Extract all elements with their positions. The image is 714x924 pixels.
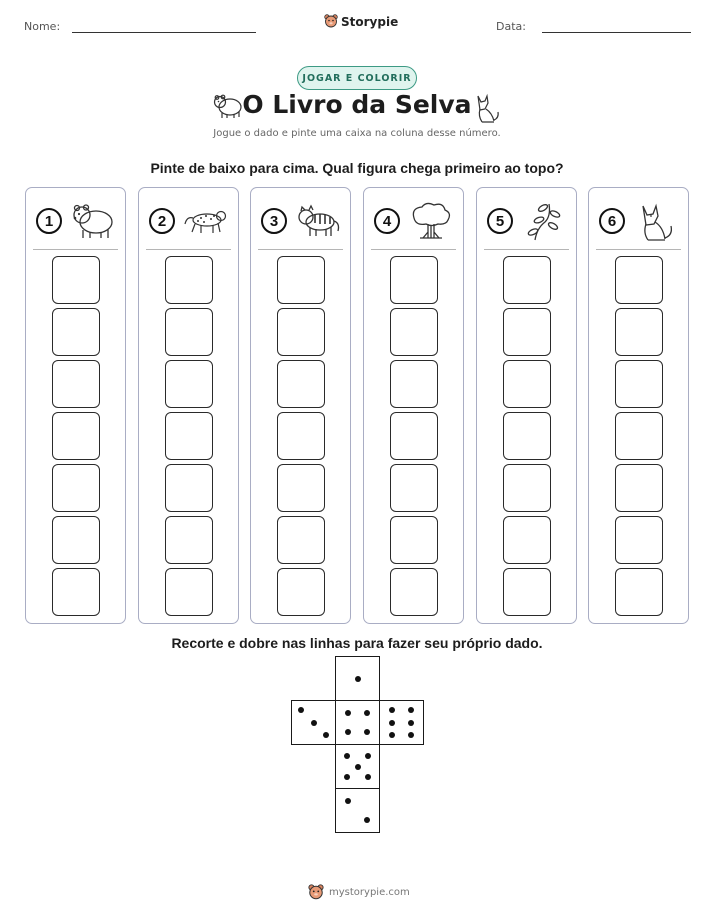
die-pip xyxy=(408,720,414,726)
color-box[interactable] xyxy=(615,516,663,564)
footer-url: mystorypie.com xyxy=(329,887,410,898)
color-box[interactable] xyxy=(615,256,663,304)
color-box[interactable] xyxy=(165,412,213,460)
die-pip xyxy=(365,774,371,780)
die-pip xyxy=(355,764,361,770)
wolf-icon xyxy=(470,92,500,124)
color-box[interactable] xyxy=(615,308,663,356)
die-face-4 xyxy=(335,700,380,745)
die-pip xyxy=(364,729,370,735)
die-pip xyxy=(364,710,370,716)
color-box[interactable] xyxy=(390,308,438,356)
die-face-1 xyxy=(335,656,380,701)
color-box[interactable] xyxy=(277,360,325,408)
column-number: 3 xyxy=(261,208,287,234)
die-pip xyxy=(408,707,414,713)
color-box[interactable] xyxy=(390,516,438,564)
vine-icon xyxy=(521,202,567,242)
die-pip xyxy=(389,707,395,713)
color-box[interactable] xyxy=(165,308,213,356)
die-pip xyxy=(365,753,371,759)
color-box[interactable] xyxy=(52,360,100,408)
page-subtitle: Jogue o dado e pinte uma caixa na coluna desse número. xyxy=(213,128,501,139)
column-number: 4 xyxy=(374,208,400,234)
color-box[interactable] xyxy=(52,412,100,460)
tiger-icon xyxy=(295,202,341,240)
name-label: Nome: xyxy=(24,20,61,33)
color-box[interactable] xyxy=(503,360,551,408)
color-box[interactable] xyxy=(277,516,325,564)
color-box[interactable] xyxy=(277,308,325,356)
die-face-5 xyxy=(335,744,380,789)
color-box[interactable] xyxy=(277,464,325,512)
die-face-6 xyxy=(379,700,424,745)
brand-name: Storypie xyxy=(341,14,399,29)
instruction-bottom: Recorte e dobre nas linhas para fazer seu próprio dado. xyxy=(171,635,543,651)
die-pip xyxy=(311,720,317,726)
bear-logo-icon xyxy=(308,884,324,901)
color-box[interactable] xyxy=(165,568,213,616)
color-box[interactable] xyxy=(165,516,213,564)
column-number: 2 xyxy=(149,208,175,234)
color-box[interactable] xyxy=(165,256,213,304)
column-number: 5 xyxy=(487,208,513,234)
date-label: Data: xyxy=(496,20,526,33)
die-pip xyxy=(364,817,370,823)
date-line[interactable] xyxy=(542,32,691,33)
color-box[interactable] xyxy=(165,464,213,512)
color-box[interactable] xyxy=(52,464,100,512)
color-box[interactable] xyxy=(277,256,325,304)
page-title: O Livro da Selva xyxy=(242,90,472,119)
activity-badge: JOGAR E COLORIR xyxy=(297,66,417,90)
die-pip xyxy=(355,676,361,682)
color-box[interactable] xyxy=(277,568,325,616)
color-box[interactable] xyxy=(503,568,551,616)
color-box[interactable] xyxy=(615,464,663,512)
color-box[interactable] xyxy=(390,412,438,460)
color-box[interactable] xyxy=(615,568,663,616)
die-pip xyxy=(345,729,351,735)
color-box[interactable] xyxy=(277,412,325,460)
color-box[interactable] xyxy=(503,516,551,564)
die-pip xyxy=(344,753,350,759)
color-box[interactable] xyxy=(615,360,663,408)
die-face-3 xyxy=(291,700,336,745)
color-box[interactable] xyxy=(52,516,100,564)
column-1 xyxy=(25,187,126,624)
wolf-icon xyxy=(633,202,679,244)
column-number: 1 xyxy=(36,208,62,234)
die-pip xyxy=(389,732,395,738)
storypie-logo xyxy=(324,14,398,29)
color-box[interactable] xyxy=(503,412,551,460)
column-number: 6 xyxy=(599,208,625,234)
color-box[interactable] xyxy=(52,256,100,304)
die-pip xyxy=(345,798,351,804)
die-pip xyxy=(344,774,350,780)
column-5 xyxy=(476,187,577,624)
column-2 xyxy=(138,187,239,624)
instruction-top: Pinte de baixo para cima. Qual figura chega primeiro ao topo? xyxy=(150,160,564,176)
die-pip xyxy=(389,720,395,726)
die-face-2 xyxy=(335,788,380,833)
color-box[interactable] xyxy=(503,308,551,356)
tree-icon xyxy=(408,202,454,242)
color-box[interactable] xyxy=(52,568,100,616)
color-box[interactable] xyxy=(390,360,438,408)
bear-logo-icon xyxy=(324,14,338,29)
color-box[interactable] xyxy=(390,464,438,512)
die-pip xyxy=(408,732,414,738)
column-3 xyxy=(250,187,351,624)
leopard-icon xyxy=(183,202,229,240)
color-box[interactable] xyxy=(165,360,213,408)
color-box[interactable] xyxy=(503,464,551,512)
die-pip xyxy=(323,732,329,738)
color-box[interactable] xyxy=(390,256,438,304)
color-box[interactable] xyxy=(390,568,438,616)
name-line[interactable] xyxy=(72,32,256,33)
column-6 xyxy=(588,187,689,624)
color-box[interactable] xyxy=(503,256,551,304)
color-box[interactable] xyxy=(615,412,663,460)
die-pip xyxy=(298,707,304,713)
bear-icon xyxy=(70,202,116,240)
die-pip xyxy=(345,710,351,716)
footer xyxy=(308,884,410,901)
color-box[interactable] xyxy=(52,308,100,356)
column-4 xyxy=(363,187,464,624)
